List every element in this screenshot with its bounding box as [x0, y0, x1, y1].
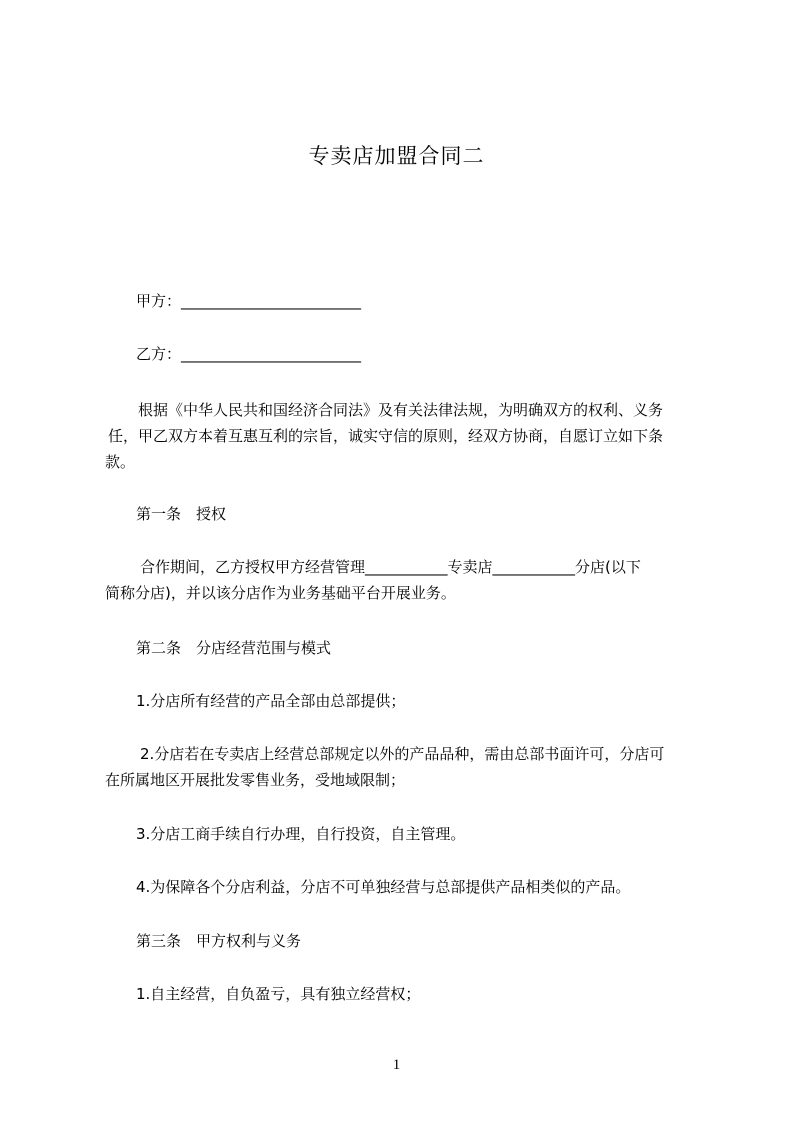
article-2-item-1: 1.分店所有经营的产品全部由总部提供； [136, 692, 406, 710]
article-2-item-2-line-2: 在所属地区开展批发零售业务，受地域限制； [105, 771, 406, 789]
article-1-heading: 第一条 授权 [136, 505, 227, 523]
preamble-line-2: 任，甲乙双方本着互惠互利的宗旨，诚实守信的原则，经双方协商，自愿订立如下条 [108, 427, 664, 445]
preamble-paragraph [105, 397, 703, 475]
article-2-item-2-line-1: 2.分店若在专卖店上经营总部规定以外的产品品种，需由总部书面许可，分店可 [140, 745, 665, 763]
article-2-item-4: 4.为保障各个分店利益，分店不可单独经营与总部提供产品相类似的产品。 [136, 878, 631, 896]
party-a-line: 甲方：________________________ [136, 292, 362, 310]
preamble-line-3: 款。 [105, 453, 136, 471]
page-number: 1 [392, 1057, 401, 1073]
preamble-line-1: 根据《中华人民共和国经济合同法》及有关法律法规，为明确双方的权利、义务 [138, 401, 664, 419]
article-3-item-1: 1.自主经营，自负盈亏，具有独立经营权； [136, 985, 421, 1003]
article-1-line-2: 简称分店)，并以该分店作为业务基础平台开展业务。 [105, 584, 456, 602]
article-3-heading: 第三条 甲方权利与义务 [136, 932, 302, 950]
party-b-line: 乙方：________________________ [136, 345, 362, 363]
article-2-heading: 第二条 分店经营范围与模式 [136, 639, 332, 657]
document-title: 专卖店加盟合同二 [308, 144, 485, 168]
article-2-item-2 [105, 741, 703, 793]
article-1-paragraph [105, 554, 703, 606]
article-1-line-1: 合作期间，乙方授权甲方经营管理___________专卖店___________分店(以下 [140, 558, 641, 576]
article-2-item-3: 3.分店工商手续自行办理，自行投资，自主管理。 [136, 825, 466, 843]
